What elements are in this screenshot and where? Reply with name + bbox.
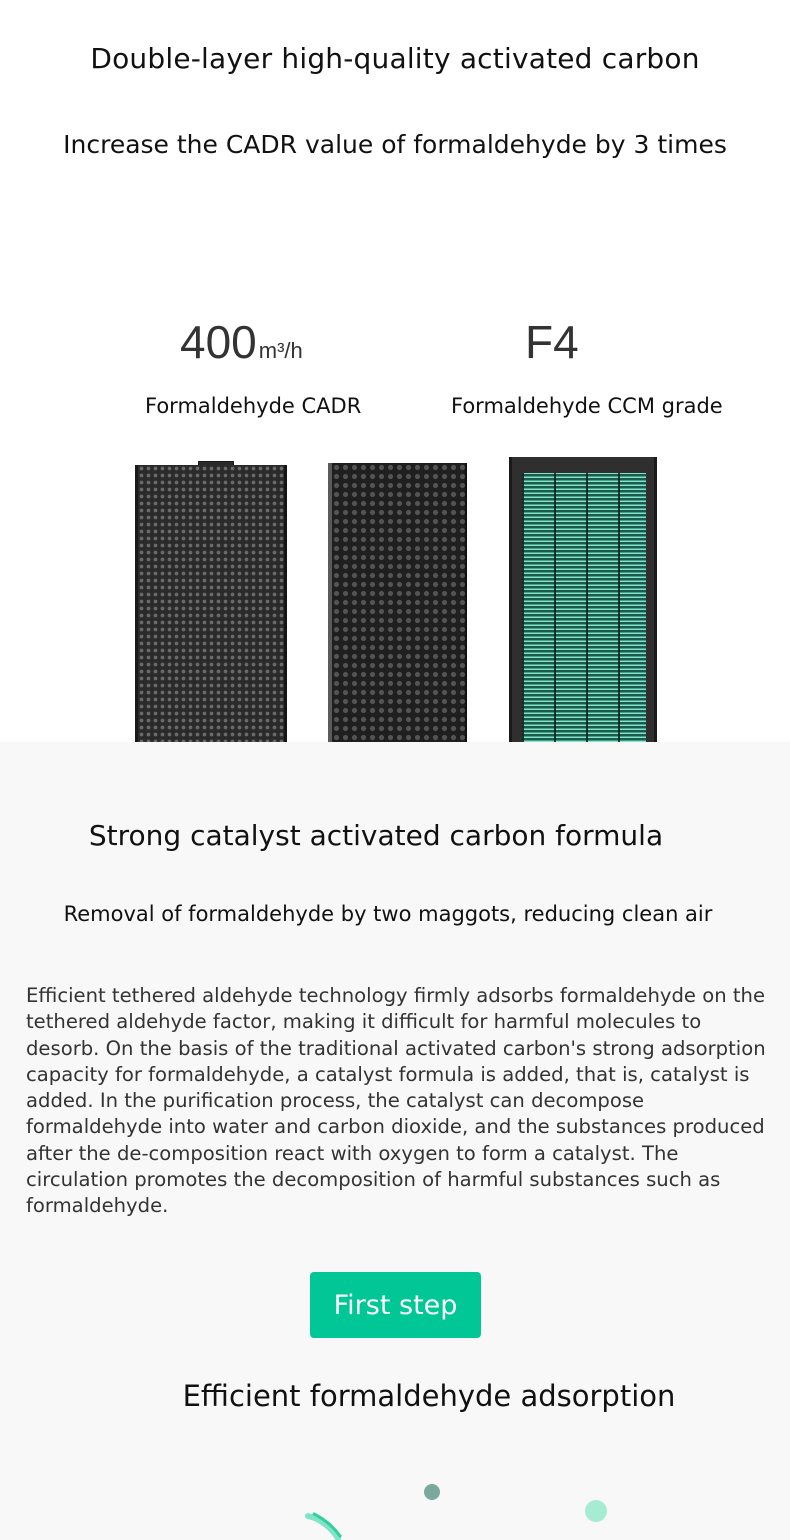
- honeycomb-carbon-filter-image: [328, 463, 467, 742]
- first-step-button[interactable]: First step: [310, 1272, 481, 1338]
- cadr-unit: m³/h: [258, 338, 303, 363]
- cadr-value: [180, 315, 303, 369]
- molecule-dot-icon: [424, 1484, 440, 1500]
- catalyst-title: Strong catalyst activated carbon formula: [88, 819, 664, 852]
- molecule-dot-icon: [585, 1500, 607, 1522]
- cadr-label: Formaldehyde CADR: [145, 394, 362, 418]
- ccm-label: Formaldehyde CCM grade: [451, 394, 723, 418]
- airflow-swoosh-icon: [304, 1512, 344, 1540]
- cadr-number: 400: [180, 316, 257, 368]
- hepa-green-filter-image: [509, 457, 657, 742]
- ccm-value: F4: [525, 316, 579, 368]
- intro-subheadline: Increase the CADR value of formaldehyde by 3 times: [63, 130, 727, 159]
- intro-section: [0, 0, 790, 742]
- hepa-mesh: [522, 473, 646, 742]
- intro-headline: Double-layer high-quality activated carbon: [90, 42, 700, 75]
- catalyst-body-text: Efficient tethered aldehyde technology firmly adsorbs formaldehyde on the tethered aldehyde factor, making it difficult for harmful molecules to desorb. On the basis of the traditional activated carbon's strong adsorption capacity for formaldehyde, a catalyst formula is added, that is, catalyst is added. In the purification process, the catalyst can decompose formaldehyde into water and carbon dioxide, and the substances produced after the de-composition react with oxygen to form a catalyst. The circulation promotes the decomposition of harmful substances such as formaldehyde.: [26, 984, 766, 1218]
- catalyst-section: [0, 742, 790, 1540]
- step-title: Efficient formaldehyde adsorption: [182, 1379, 676, 1413]
- catalyst-subtitle: Removal of formaldehyde by two maggots, reducing clean air: [63, 902, 713, 926]
- honeycomb-fine-filter-image: [135, 465, 287, 742]
